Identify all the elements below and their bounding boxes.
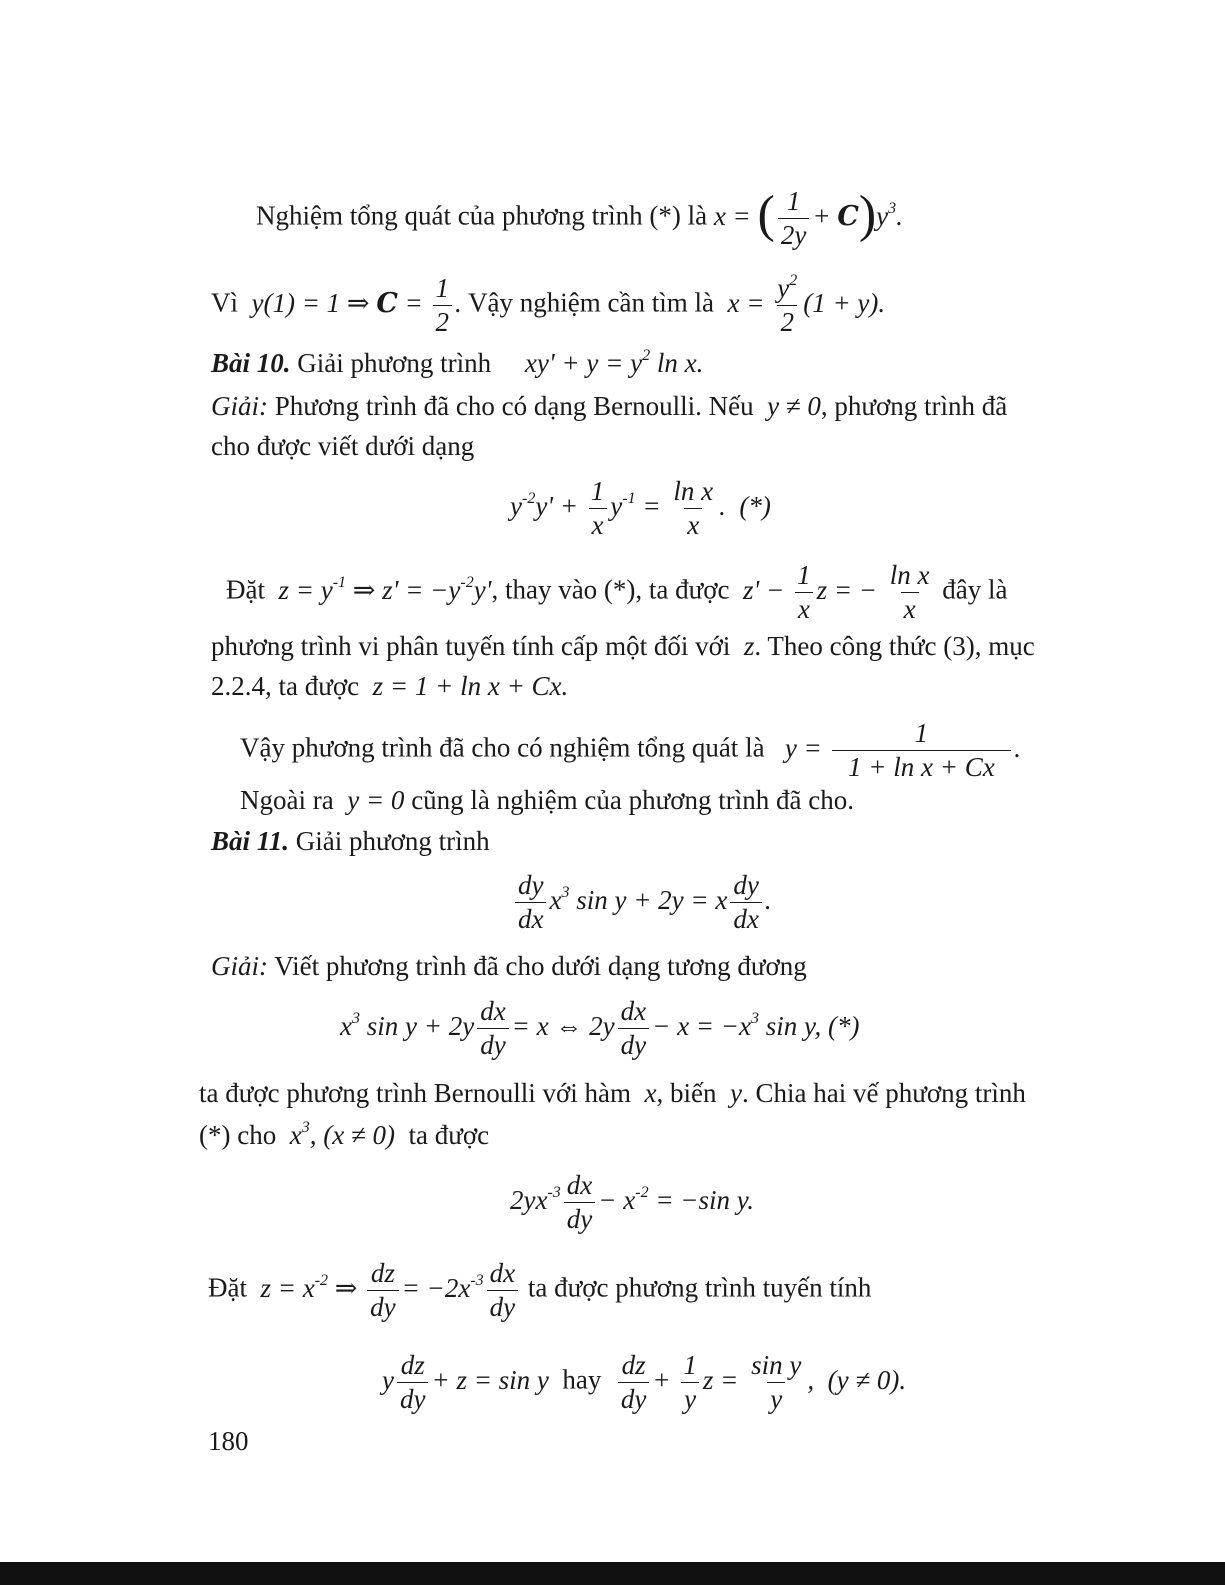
- solution-11-line1: [211, 953, 807, 980]
- second-substitution-line: [208, 1260, 871, 1321]
- text: Đặt: [226, 574, 265, 605]
- text: Vậy nghiệm cần tìm là: [468, 287, 714, 318]
- equation: z' − $\frac{1}{x}$ z = − $\frac{\text{ln x}}{x}$: [736, 560, 930, 624]
- solution-10-line2: [211, 433, 474, 460]
- solution-label: Giải:: [211, 391, 268, 421]
- text: Giải phương trình: [297, 348, 492, 378]
- equation: $2yx^{-3}$ $\frac{dx}{dy}$ − $x^{-2} = -\sin$ y.: [510, 1170, 755, 1234]
- general-solution-10: [240, 720, 1021, 781]
- initial-condition-line: [211, 272, 886, 337]
- result-z-line: [211, 673, 568, 700]
- equation: y $\frac{dz}{dy}$ + z = sin y: [382, 1350, 556, 1414]
- equation: x = $\frac{y^2}{2}$ (1 + y).: [720, 272, 886, 337]
- bernoulli-line: [199, 1080, 1026, 1107]
- equation: x: [637, 1078, 657, 1108]
- text: Ngoài ra: [240, 785, 334, 815]
- text: cho được viết dưới dạng: [211, 431, 475, 461]
- equation: $z = x^{-2}$ ⇒ $\frac{dz}{dy}$ = $-2x^{-3}$ $\frac{dx}{dy}$: [254, 1273, 521, 1303]
- text: Vậy phương trình đã cho có nghiệm tổng quát là: [240, 732, 765, 763]
- equation: $x^3$ sin y + 2y $\frac{dx}{dy}$ = x ⇔ 2y $\frac{dx}{dy}$ − $x = -x^3$ sin y, (*): [340, 996, 860, 1060]
- page-number: 180: [208, 1426, 249, 1456]
- equation: $\frac{dz}{dy}$ + $\frac{1}{y}$ z = $\frac{\text{sin y}}{y}$ , (y ≠ 0).: [608, 1365, 906, 1395]
- solution-10-line1: [211, 393, 1007, 420]
- equation: y: [723, 1078, 743, 1108]
- equation: $x^3$, (x ≠ 0): [282, 1119, 402, 1150]
- text: Vì: [211, 287, 238, 318]
- equation: z: [737, 631, 755, 661]
- linear-eq-line: [211, 633, 1035, 660]
- text: cũng là nghiệm của phương trình đã cho.: [411, 785, 854, 815]
- text: Giải phương trình: [295, 826, 490, 856]
- exercise-label: Bài 11.: [211, 826, 290, 856]
- equation: y = $\frac{1}{\text{1 + ln x + Cx}}$ .: [771, 718, 1021, 782]
- text: 2.2.4, ta được: [211, 671, 360, 701]
- singular-solution-line: [240, 787, 854, 814]
- text: , phương trình đã: [820, 391, 1008, 421]
- equation: $xy' + y = y^2$ ln x.: [497, 347, 704, 378]
- text: ta được: [408, 1120, 490, 1150]
- text: phương trình vi phân tuyến tính cấp một đối với: [211, 631, 731, 661]
- equation: y = 0: [340, 785, 412, 815]
- text: Nghiệm tổng quát của phương trình (*) là: [256, 200, 708, 231]
- equation: x = ( $\frac{1}{2y}$ + $C)y^3$.: [713, 185, 903, 250]
- equation: z = 1 + ln x + Cx.: [365, 671, 569, 701]
- text: . Chia hai vế phương trình: [742, 1078, 1026, 1108]
- text: Phương trình đã cho có dạng Bernoulli. Nếu: [274, 391, 754, 421]
- exercise-label: Bài 10.: [211, 348, 291, 378]
- general-solution-line: [256, 185, 903, 250]
- text: đây là: [942, 574, 1008, 605]
- text: ta được phương trình Bernoulli với hàm: [199, 1078, 632, 1108]
- equation: y(1) = 1 ⇒ C = $\frac{1}{2}$ .: [244, 273, 462, 337]
- text: Viết phương trình đã cho dưới dạng tương đương: [274, 951, 807, 981]
- substitution-line: [226, 562, 1008, 623]
- exercise-11-equation: [512, 872, 772, 933]
- exercise-11-heading: [211, 828, 490, 855]
- scan-edge-bar: [0, 1562, 1225, 1585]
- divided-equation: [510, 1172, 754, 1233]
- text: , biến: [656, 1078, 717, 1108]
- text: hay: [562, 1364, 602, 1395]
- divide-line: [199, 1119, 490, 1150]
- text: (*) cho: [199, 1120, 277, 1150]
- text: Đặt: [208, 1272, 247, 1303]
- equivalent-equation: [340, 998, 859, 1059]
- equation: y ≠ 0: [760, 391, 821, 421]
- text: . Theo công thức (3), mục: [754, 631, 1035, 661]
- equation: $\frac{dy}{dx}$ $x^3$ sin y + 2y = x $\frac{dy}{dx}$ .: [512, 885, 772, 915]
- solution-label: Giải:: [211, 951, 268, 981]
- bernoulli-equation: [510, 478, 771, 539]
- text: , thay vào (*), ta được: [491, 574, 730, 605]
- equation: $y^{-2}y'$ + $\frac{1}{x}$ $y^{-1}$ = $\frac{\text{ln x}}{x}$ . (*): [510, 476, 771, 540]
- text: ta được phương trình tuyến tính: [527, 1272, 872, 1303]
- exercise-10-heading: [211, 347, 704, 378]
- equation: $z = y^{-1}$ ⇒ $z' = -y^{-2}y'$: [271, 573, 492, 605]
- linear-equation: [382, 1352, 906, 1413]
